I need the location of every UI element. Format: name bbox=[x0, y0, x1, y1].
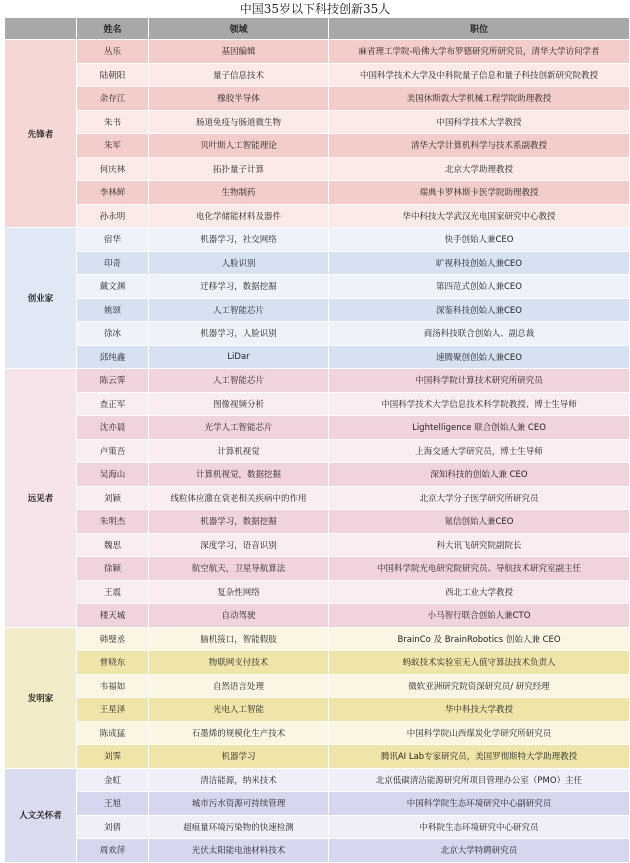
field-cell: 量子信息技术 bbox=[149, 64, 329, 88]
header-category bbox=[5, 18, 77, 40]
field-cell: 拓扑量子计算 bbox=[149, 158, 329, 182]
position-cell: 第四范式创始人兼CEO bbox=[329, 275, 630, 299]
table-row bbox=[5, 534, 630, 558]
position-cell: 上海交通大学研究员，博士生导师 bbox=[329, 440, 630, 464]
innovators-table bbox=[5, 18, 630, 863]
position-cell: 快手创始人兼CEO bbox=[329, 228, 630, 252]
table-row bbox=[5, 745, 630, 769]
field-cell: 光学人工智能芯片 bbox=[149, 416, 329, 440]
table-row bbox=[5, 134, 630, 158]
field-cell: 人工智能芯片 bbox=[149, 369, 329, 393]
position-cell: 中国科学技术大学教授 bbox=[329, 111, 630, 135]
header-position: 职位 bbox=[329, 18, 630, 40]
name-cell: 邱纯鑫 bbox=[77, 346, 149, 370]
category-cell: 先锋者 bbox=[5, 40, 77, 228]
table-row bbox=[5, 369, 630, 393]
field-cell: 贝叶斯人工智能理论 bbox=[149, 134, 329, 158]
table-row bbox=[5, 346, 630, 370]
table-row bbox=[5, 252, 630, 276]
name-cell: 王旭 bbox=[77, 792, 149, 816]
table-body bbox=[5, 40, 630, 863]
position-cell: BrainCo 及 BrainRobotics 创始人兼 CEO bbox=[329, 628, 630, 652]
name-cell: 卢策吾 bbox=[77, 440, 149, 464]
position-cell: 微软亚洲研究院资深研究员/ 研究经理 bbox=[329, 675, 630, 699]
position-cell: 腾讯AI Lab专家研究员，美国罗彻斯特大学助理教授 bbox=[329, 745, 630, 769]
position-cell: 瑞典卡罗林斯卡医学院助理教授 bbox=[329, 181, 630, 205]
field-cell: 肠道免疫与肠道微生物 bbox=[149, 111, 329, 135]
field-cell: 超痕量环境污染物的快速检测 bbox=[149, 816, 329, 840]
field-cell: 基因编辑 bbox=[149, 40, 329, 64]
table-row bbox=[5, 322, 630, 346]
name-cell: 吴海山 bbox=[77, 463, 149, 487]
table-row bbox=[5, 87, 630, 111]
position-cell: 中国科学院山西煤炭化学研究所研究员 bbox=[329, 722, 630, 746]
table-row bbox=[5, 111, 630, 135]
position-cell: 北京低碳清洁能源研究所项目管理办公室（PMO）主任 bbox=[329, 769, 630, 793]
name-cell: 徐颖 bbox=[77, 557, 149, 581]
name-cell: 印奇 bbox=[77, 252, 149, 276]
table-row bbox=[5, 581, 630, 605]
position-cell: 小马智行联合创始人兼CTO bbox=[329, 604, 630, 628]
name-cell: 姚颂 bbox=[77, 299, 149, 323]
field-cell: 橡胶半导体 bbox=[149, 87, 329, 111]
field-cell: 城市污水资源可持续管理 bbox=[149, 792, 329, 816]
table-row bbox=[5, 463, 630, 487]
field-cell: 迁移学习，数据挖掘 bbox=[149, 275, 329, 299]
field-cell: 图像视频分析 bbox=[149, 393, 329, 417]
field-cell: 光伏太阳能电池材料技术 bbox=[149, 839, 329, 863]
name-cell: 徐冰 bbox=[77, 322, 149, 346]
name-cell: 陆朝阳 bbox=[77, 64, 149, 88]
position-cell: 深知科技的创始人兼 CEO bbox=[329, 463, 630, 487]
field-cell: 计算机视觉 bbox=[149, 440, 329, 464]
name-cell: 丛乐 bbox=[77, 40, 149, 64]
name-cell: 余存江 bbox=[77, 87, 149, 111]
position-cell: 西北工业大学教授 bbox=[329, 581, 630, 605]
position-cell: 中国科学技术大学及中科院量子信息和量子科技创新研究院教授 bbox=[329, 64, 630, 88]
position-cell: 速腾聚创创始人兼CEO bbox=[329, 346, 630, 370]
name-cell: 查正军 bbox=[77, 393, 149, 417]
field-cell: 人工智能芯片 bbox=[149, 299, 329, 323]
name-cell: 金虹 bbox=[77, 769, 149, 793]
position-cell: 中国科学院生态环境研究中心副研究员 bbox=[329, 792, 630, 816]
position-cell: 麻省理工学院-哈佛大学布罗德研究所研究员，清华大学访问学者 bbox=[329, 40, 630, 64]
name-cell: 周欢萍 bbox=[77, 839, 149, 863]
name-cell: 朱军 bbox=[77, 134, 149, 158]
field-cell: 物联网支付技术 bbox=[149, 651, 329, 675]
category-cell: 远见者 bbox=[5, 369, 77, 628]
table-row bbox=[5, 228, 630, 252]
name-cell: 何庆林 bbox=[77, 158, 149, 182]
name-cell: 魏思 bbox=[77, 534, 149, 558]
name-cell: 朱明杰 bbox=[77, 510, 149, 534]
position-cell: 中国科学院光电研究院研究员、导航技术研究室副主任 bbox=[329, 557, 630, 581]
field-cell: 自然语言处理 bbox=[149, 675, 329, 699]
name-cell: 王震 bbox=[77, 581, 149, 605]
field-cell: 自动驾驶 bbox=[149, 604, 329, 628]
position-cell: 氪信创始人兼CEO bbox=[329, 510, 630, 534]
table-header-row bbox=[5, 18, 630, 40]
position-cell: 科大讯飞研究院副院长 bbox=[329, 534, 630, 558]
field-cell: 清洁能源，纳米技术 bbox=[149, 769, 329, 793]
table-row bbox=[5, 510, 630, 534]
table-row bbox=[5, 205, 630, 229]
table-row bbox=[5, 792, 630, 816]
table-row bbox=[5, 416, 630, 440]
position-cell: 深鉴科技创始人兼CEO bbox=[329, 299, 630, 323]
position-cell: 旷视科技创始人兼CEO bbox=[329, 252, 630, 276]
category-cell: 人文关怀者 bbox=[5, 769, 77, 863]
table-row bbox=[5, 722, 630, 746]
field-cell: 机器学习 bbox=[149, 745, 329, 769]
name-cell: 沈亦晨 bbox=[77, 416, 149, 440]
name-cell: 王星泽 bbox=[77, 698, 149, 722]
table-row bbox=[5, 158, 630, 182]
name-cell: 李林鲜 bbox=[77, 181, 149, 205]
field-cell: 机器学习，数据挖掘 bbox=[149, 510, 329, 534]
field-cell: 电化学储能材料及器件 bbox=[149, 205, 329, 229]
table-row bbox=[5, 275, 630, 299]
table-row bbox=[5, 557, 630, 581]
field-cell: 深度学习，语音识别 bbox=[149, 534, 329, 558]
position-cell: 北京大学分子医学研究所研究员 bbox=[329, 487, 630, 511]
table-row bbox=[5, 299, 630, 323]
table-row bbox=[5, 839, 630, 863]
field-cell: 人脸识别 bbox=[149, 252, 329, 276]
category-cell: 发明家 bbox=[5, 628, 77, 769]
field-cell: 生物制药 bbox=[149, 181, 329, 205]
field-cell: 石墨烯的规模化生产技术 bbox=[149, 722, 329, 746]
header-name: 姓名 bbox=[77, 18, 149, 40]
table-row bbox=[5, 816, 630, 840]
name-cell: 韦福如 bbox=[77, 675, 149, 699]
name-cell: 陈云霁 bbox=[77, 369, 149, 393]
name-cell: 戴文渊 bbox=[77, 275, 149, 299]
table-row bbox=[5, 675, 630, 699]
field-cell: 机器学习，社交网络 bbox=[149, 228, 329, 252]
field-cell: LiDar bbox=[149, 346, 329, 370]
name-cell: 宿华 bbox=[77, 228, 149, 252]
field-cell: 航空航天，卫星导航算法 bbox=[149, 557, 329, 581]
field-cell: 机器学习，人脸识别 bbox=[149, 322, 329, 346]
name-cell: 陈成猛 bbox=[77, 722, 149, 746]
field-cell: 线粒体应激在衰老相关疾病中的作用 bbox=[149, 487, 329, 511]
table-row bbox=[5, 64, 630, 88]
position-cell: 蚂蚁技术实验室无人值守算法技术负责人 bbox=[329, 651, 630, 675]
table-row bbox=[5, 769, 630, 793]
position-cell: 华中科技大学教授 bbox=[329, 698, 630, 722]
field-cell: 脑机接口，智能假肢 bbox=[149, 628, 329, 652]
name-cell: 刘霁 bbox=[77, 745, 149, 769]
position-cell: 清华大学计算机科学与技术系副教授 bbox=[329, 134, 630, 158]
table-row bbox=[5, 628, 630, 652]
name-cell: 曾晓东 bbox=[77, 651, 149, 675]
position-cell: Lightelligence 联合创始人兼 CEO bbox=[329, 416, 630, 440]
category-cell: 创业家 bbox=[5, 228, 77, 369]
page-title: 中国35岁以下科技创新35人 bbox=[239, 2, 391, 16]
field-cell: 光电人工智能 bbox=[149, 698, 329, 722]
name-cell: 刘颖 bbox=[77, 487, 149, 511]
header-field: 领域 bbox=[149, 18, 329, 40]
position-cell: 商汤科技联合创始人、副总裁 bbox=[329, 322, 630, 346]
position-cell: 北京大学特聘研究员 bbox=[329, 839, 630, 863]
table-row bbox=[5, 393, 630, 417]
table-row bbox=[5, 651, 630, 675]
position-cell: 北京大学助理教授 bbox=[329, 158, 630, 182]
table-row bbox=[5, 698, 630, 722]
name-cell: 韩璧丞 bbox=[77, 628, 149, 652]
table-row bbox=[5, 487, 630, 511]
position-cell: 中国科学院计算技术研究所研究员 bbox=[329, 369, 630, 393]
table-row bbox=[5, 440, 630, 464]
position-cell: 美国休斯敦大学机械工程学院助理教授 bbox=[329, 87, 630, 111]
field-cell: 计算机视觉，数据挖掘 bbox=[149, 463, 329, 487]
position-cell: 华中科技大学武汉光电国家研究中心教授 bbox=[329, 205, 630, 229]
name-cell: 朱书 bbox=[77, 111, 149, 135]
name-cell: 楼天城 bbox=[77, 604, 149, 628]
name-cell: 孙永明 bbox=[77, 205, 149, 229]
table-row bbox=[5, 181, 630, 205]
field-cell: 复杂性网络 bbox=[149, 581, 329, 605]
name-cell: 刘倩 bbox=[77, 816, 149, 840]
table-row bbox=[5, 40, 630, 64]
position-cell: 中国科学技术大学信息技术科学院教授、博士生导师 bbox=[329, 393, 630, 417]
position-cell: 中科院生态环境研究中心研究员 bbox=[329, 816, 630, 840]
table-row bbox=[5, 604, 630, 628]
